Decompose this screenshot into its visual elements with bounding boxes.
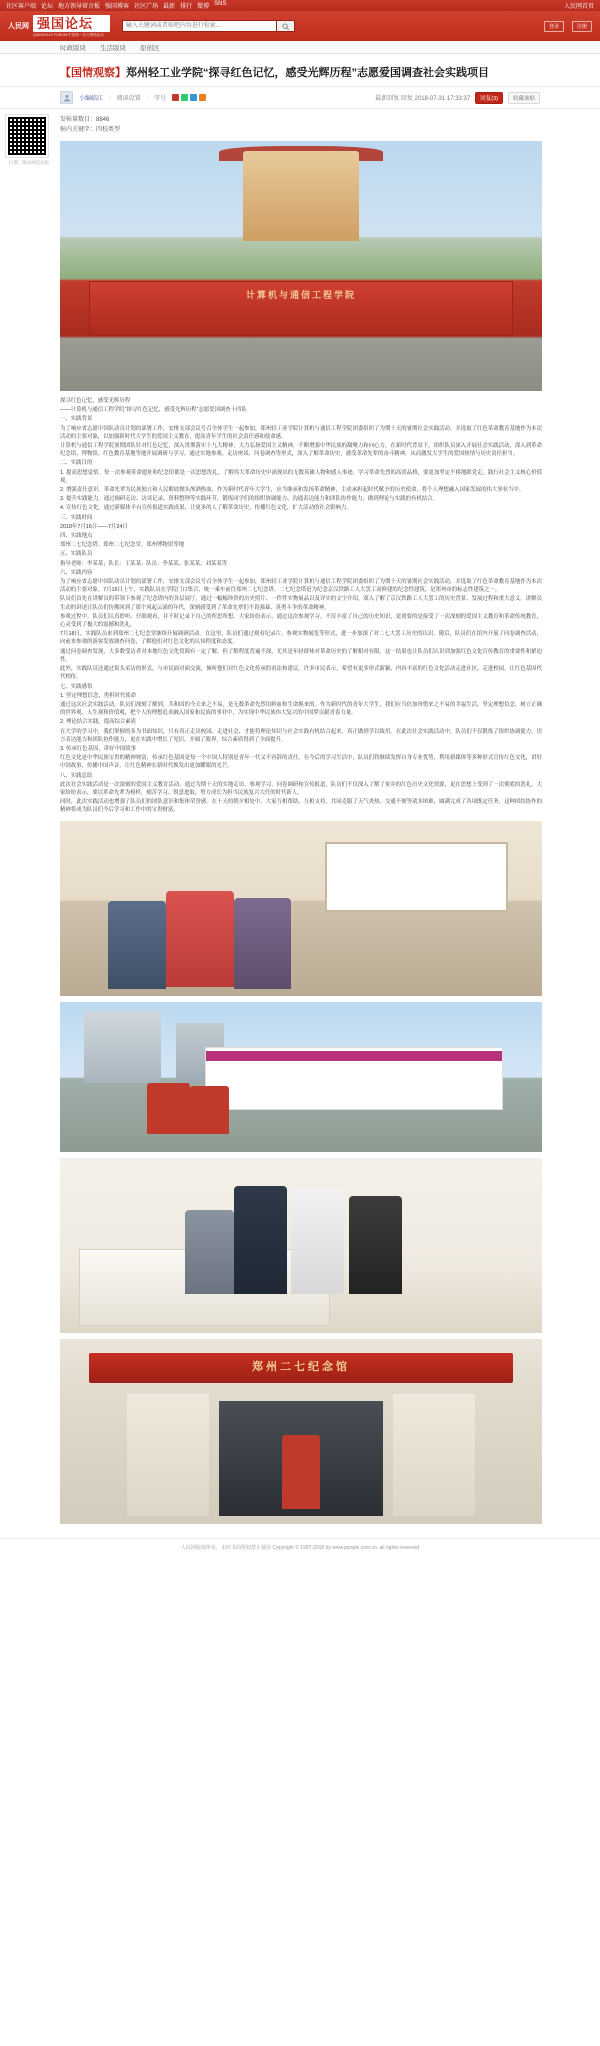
visitor-shape-4	[349, 1196, 402, 1294]
article-paragraph-2: 一、实践背景	[60, 416, 93, 423]
post-title-text: 郑州轻工业学院“探寻红色记忆，感受光辉历程”志愿爱国调查社会实践项目	[126, 67, 489, 79]
topbar-link-4[interactable]: 社区广场	[134, 4, 159, 10]
photo-memorial-entrance	[60, 1339, 542, 1524]
share-wechat-icon[interactable]	[181, 94, 188, 101]
article-paragraph-25: 通过这次社会实践活动，队员们深刻了解到，共和国的今天来之不易，是无数革命先烈用鲜血和生命换来的。作为新时代的青年大学生，我们应当倍加珍惜来之不易的幸福生活，坚定理想信念，树立正确的世界观、人生观和价值观，把个人的理想追求融入国家和民族的事业中，为实现中华民族伟大复兴的中国梦贡献青春力量。	[60, 701, 542, 717]
share-qq-icon[interactable]	[190, 94, 197, 101]
wall-exhibit-shape	[325, 842, 508, 912]
forum-logo[interactable]	[33, 15, 112, 38]
article-paragraph-10: 三、实践时间	[60, 514, 93, 521]
share-icons	[172, 94, 206, 101]
article-paragraph-7: 2. 增强责任意识。革命先辈为民族独立和人民解放抛头颅洒热血，作为新时代青年大学生，应当继承和发扬革命精神，主动承担起时代赋予的历史使命，将个人理想融入国家发展的伟大事业当中。	[60, 487, 525, 494]
search-area	[122, 20, 295, 32]
forum-logo-subtitle: QIANGGUO FORUM 中国第一官方网络论坛	[33, 31, 105, 37]
font-size-label[interactable]: 字号	[154, 96, 167, 102]
article-paragraph-28: 3. 传承红色基因，讲好中国故事	[60, 745, 137, 752]
article-paragraph-5: 二、实践目的	[60, 460, 93, 467]
share-weibo-icon[interactable]	[172, 94, 179, 101]
article-paragraph-6: 1. 提高思想觉悟。每一次参观革命遗址和纪念馆都是一次思想洗礼，了解伟大革命历史中涌现出的无数英雄人物和感人事迹，学习革命先烈的高尚品格，要更加坚定不移地跟党走，践行社会主义核心价值观。	[60, 469, 542, 484]
pagoda-body-shape	[243, 151, 359, 241]
memorial-sign-text: 郑州二七纪念馆	[251, 1361, 350, 1374]
volunteer-shape-3	[282, 1435, 321, 1509]
article-paragraph-16: 六、实践内容	[60, 569, 93, 576]
page-title	[60, 66, 540, 81]
article-paragraph-0: 探寻红色记忆，感受光辉历程	[60, 398, 131, 404]
article-paragraph-14: 五、实践队员	[60, 551, 93, 558]
article-body	[60, 397, 542, 815]
top-bar-left-links	[6, 1, 226, 10]
person-shape-mid	[166, 891, 233, 987]
visitor-shape-2	[234, 1186, 287, 1295]
article-paragraph-18: 队员们首先在讲解员的带领下参观了纪念塔内的各层展厅，通过一幅幅珍贵的历史照片、一件件实物展品以及详实的文字介绍，深入了解了京汉铁路工人大罢工的历史背景、发展过程和重大意义。讲解员生动的讲述让队员们仿佛回到了那个风起云涌的年代，深刻感受到了革命先辈们不畏强暴、英勇斗争的革命精神。	[60, 596, 542, 611]
article-paragraph-24: 1. 坚定理想信念，勇担时代使命	[60, 692, 137, 699]
article-paragraph-11: 2018年7月16日——7月24日	[60, 523, 128, 530]
volunteer-shape-2	[190, 1086, 229, 1134]
qr-code-image	[6, 115, 48, 157]
visitor-shape-1	[185, 1210, 233, 1294]
topbar-link-2[interactable]: 地方领导留言板	[58, 4, 101, 10]
red-banner-shape	[89, 281, 513, 336]
reply-button[interactable]: 回复(3)	[475, 92, 503, 104]
register-link[interactable]: 注册	[572, 21, 592, 32]
reading-settings-label[interactable]: 阅读设置	[116, 96, 141, 102]
article-paragraph-4: 计算机与通信工程学院暑期团队针对红色记忆，深入贯彻落实十九大精神，大力弘扬爱国主义精神，不断增强中华民族的凝聚力和向心力，在新时代背景下，组织队员深入开展社会实践活动，深入到革命纪念馆、博物馆、红色教育基地等地开展调研与学习，通过实地参观、走访座谈、问卷调查等形式，深入了解革命历史，感受革命先辈的奋斗精神，从而激发大学生的爱国热情与历史责任担当。	[60, 443, 542, 458]
site-header	[0, 11, 600, 41]
article-column	[60, 115, 600, 1530]
article-paragraph-26: 2. 理论结合实践，提高综合素质	[60, 719, 137, 726]
topbar-link-1[interactable]: 论坛	[41, 4, 54, 10]
section-nav	[0, 41, 600, 54]
topbar-home-link[interactable]: 人民网首页	[563, 4, 594, 10]
qr-code-caption: 扫描二维码浏览此帖	[8, 160, 50, 165]
board-stripe	[206, 1051, 503, 1061]
person-shape-right	[234, 898, 292, 989]
volunteer-shape-1	[147, 1083, 190, 1134]
post-meta-bar	[0, 87, 600, 109]
post-category[interactable]: 【国情观察】	[60, 67, 126, 79]
search-icon	[282, 23, 289, 30]
article-paragraph-32: 同时，此次实践活动也增强了队员们的团队意识和集体荣誉感。在十天的朝夕相处中，大家互相帮助、互相支持，共同克服了天气炎热、交通不便等诸多困难，圆满完成了各项既定任务。这种团结协作的精神将成为队员们今后学习和工作中的宝贵财富。	[60, 799, 542, 814]
forum-logo-text: 强国论坛	[33, 15, 110, 32]
content-columns	[0, 109, 600, 1530]
article-paragraph-21: 通过问卷调查发现，大多数受访者对本地红色文化资源有一定了解，但了解程度普遍不深，尤其是年轻群体对革命历史的了解相对有限。这一结果也让队员们认识到加强红色文化宣传教育的重要性和紧迫性。	[60, 648, 542, 663]
topbar-link-8[interactable]: SNS	[214, 1, 227, 7]
building-shape-1	[84, 1011, 161, 1083]
person-shape-left	[108, 901, 166, 989]
article-paragraph-17: 为了响应省志愿中国队动员计划的部署工作，安排支部会议号召全体学生一起参加，郑州轻工业学院计算机与通信工程学院团委组织了为期十天的暑期社会实践活动，并选取了红色革命教育基地作为本次活动的主要对象。7月16日上午，实践队员在学院门口集合，统一乘车前往郑州二七纪念塔。二七纪念塔是为纪念京汉铁路工人大罢工而修建的纪念性建筑，是郑州市的标志性建筑之一。	[60, 579, 542, 594]
topbar-link-3[interactable]: 强国博客	[105, 4, 130, 10]
article-paragraph-3: 为了响应省志愿中国队动员计划的部署工作，安排支部会议号召全体学生一起参加，郑州轻工业学院计算机与通信工程学院团委组织了为期十天的暑期社会实践活动，并选取了红色革命教育基地作为本次活动的主要对象，以加强新时代大学生的爱国主义教育，提高青年学生的社会责任感和使命感。	[60, 425, 542, 440]
people-logo[interactable]: 人民网	[8, 23, 29, 30]
article-paragraph-13: 郑州二七纪念塔、郑州二七纪念堂、郑州博物馆等地	[60, 542, 184, 549]
article-paragraph-29: 红色文化是中华民族宝贵的精神财富，传承红色基因是每一个中国人特别是青年一代义不容辞的责任。在今后的学习生活中，队员们将继续发挥自身专业优势，利用新媒体等多种形式宣传红色文化，讲好中国故事，传播中国声音，让红色精神在新时代焕发出更加耀眼的光芒。	[60, 755, 542, 770]
topbar-link-5[interactable]: 最新	[163, 4, 176, 10]
article-paragraph-1: ——计算机与通信工程学院“探寻红色记忆，感受光辉历程”志愿爱国调查十四队	[60, 407, 247, 414]
display-board-shape	[205, 1047, 504, 1110]
pillar-left-shape	[127, 1394, 209, 1516]
post-title-bar	[0, 60, 600, 87]
post-timestamp: 最新回复 回复 2018-07-31 17:33:37	[375, 96, 471, 102]
favorite-button[interactable]: 收藏该贴	[508, 92, 540, 104]
article-paragraph-9: 4. 宣传红色文化。通过新媒体平台宣传报道实践成果，让更多的人了解革命历史、传播红色文化，扩大活动的社会影响力。	[60, 505, 352, 512]
avatar[interactable]	[60, 91, 73, 104]
post-author[interactable]: 小编临江	[79, 96, 104, 102]
article-paragraph-30: 八、实践总结	[60, 772, 93, 779]
article-paragraph-23: 七、实践感悟	[60, 683, 93, 690]
share-more-icon[interactable]	[199, 94, 206, 101]
banner-text: 计算机与通信工程学院	[245, 290, 356, 300]
article-paragraph-12: 四、实践地点	[60, 533, 93, 540]
article-paragraph-15: 指导老师：李某某；队长：王某某；队员：李某某、张某某、刘某某等	[60, 560, 228, 567]
photo-exhibition-hall	[60, 1158, 542, 1333]
topbar-link-0[interactable]: 社区客户端	[6, 4, 37, 10]
topbar-link-7[interactable]: 微博	[197, 4, 210, 10]
post-info-line-1: 帖内关键字：四校类型	[60, 127, 121, 133]
article-paragraph-27: 在大学的学习中，我们掌握的多为书面知识，只有真正走出校园、走进社会，才能将理论知识与社会实践有机结合起来，真正做到学以致用。在此次社会实践活动中，队员们不仅锻炼了组织协调能力、语言表达能力和团队协作能力，更在实践中增长了见识、开阔了眼界，综合素质得到了全面提升。	[60, 728, 542, 743]
page-content	[0, 54, 600, 1562]
search-input[interactable]	[122, 20, 277, 32]
footer-copyright: 人民网版权所有，未经书面授权禁止使用 Copyright © 1997-2018 by www.people.com.cn. all rights reserved	[0, 1538, 600, 1562]
photo-street-survey	[60, 1002, 542, 1152]
nav-item-life[interactable]: 生活版块	[100, 44, 126, 52]
article-paragraph-22: 此外，实践队员还通过街头采访的形式，与市民面对面交流，倾听他们对红色文化传承的看法和建议。许多市民表示，希望有更多形式新颖、内容丰富的红色文化活动走进社区、走进校园，让红色基因代代相传。	[60, 666, 542, 681]
visitor-shape-3	[291, 1189, 344, 1294]
post-info-block	[60, 115, 542, 135]
meta-separator: |	[109, 94, 111, 101]
qr-sidebar	[0, 115, 60, 1530]
pillar-right-shape	[393, 1394, 475, 1516]
photo-group-banner	[60, 141, 542, 391]
header-right-actions	[544, 21, 592, 32]
nav-item-politics[interactable]: 时政版块	[60, 44, 86, 52]
login-link[interactable]: 登录	[544, 21, 564, 32]
search-button[interactable]	[277, 20, 295, 32]
top-bar-right-links	[564, 1, 594, 10]
nav-item-original[interactable]: 原创区	[140, 44, 160, 52]
article-paragraph-19: 参观过程中，队员们认真聆听、仔细观看，并不时记录下自己的所思所想。大家纷纷表示，通过这次参观学习，不仅丰富了自己的历史知识，更重要的是接受了一次深刻的爱国主义教育和革命传统教育，心灵受到了极大的震撼和洗礼。	[60, 613, 542, 629]
top-utility-bar	[0, 0, 600, 11]
user-icon	[63, 94, 71, 102]
photo-museum-interview	[60, 821, 542, 996]
article-paragraph-8: 3. 提升实践能力。通过调研走访、访谈记录、资料整理等实践环节，锻炼同学们的组织协调能力、沟通表达能力和团队协作能力，做到理论与实践的有机结合。	[60, 496, 438, 503]
article-paragraph-20: 7月18日，实践队员来到郑州二七纪念堂继续开展调研活动。在这里，队员们通过观看纪录片、参观实物展览等形式，进一步加深了对二七大罢工历史的认识。随后，队员们在馆内开展了问卷调查活动，向前来参观的游客发放调查问卷，了解他们对红色文化的认知程度和态度。	[60, 631, 542, 646]
post-meta-right	[375, 92, 540, 104]
meta-separator-2: |	[146, 94, 149, 101]
article-paragraph-31: 此次社会实践活动是一次深刻的爱国主义教育活动。通过为期十天的实地走访、参观学习、问卷调研和宣传报道，队员们不仅深入了解了家乡的红色历史文化资源，更在思想上受到了一次彻底的洗礼。大家纷纷表示，要以革命先辈为榜样，刻苦学习、锐意进取，努力成长为担当民族复兴大任的时代新人。	[60, 781, 542, 796]
post-info-line-0: 发帖量数目：8846	[60, 117, 110, 123]
memorial-sign-shape	[89, 1353, 513, 1383]
topbar-link-6[interactable]: 排行	[180, 4, 193, 10]
